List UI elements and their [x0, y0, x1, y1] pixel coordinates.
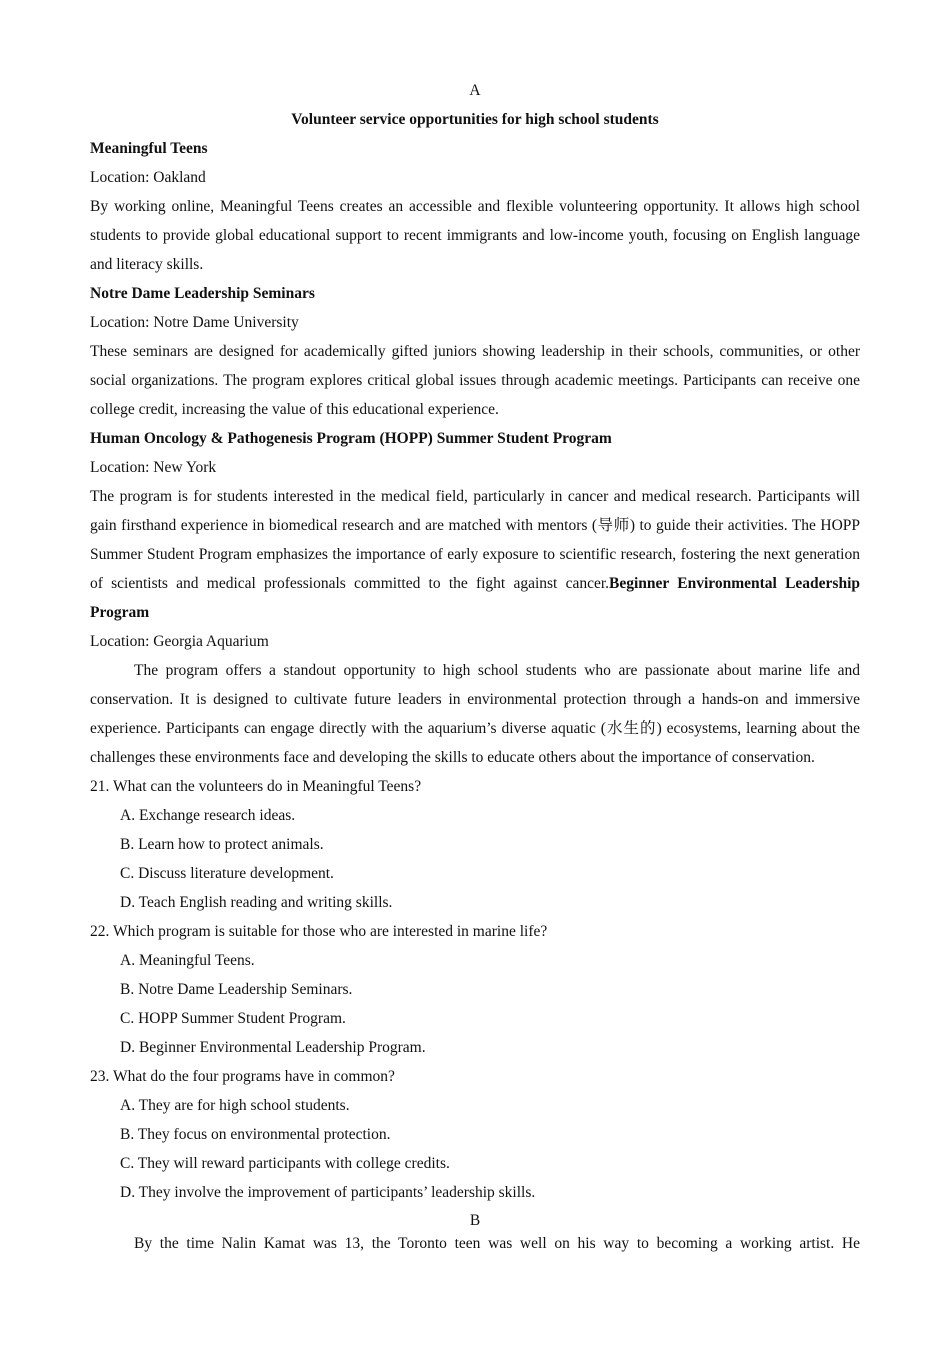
question-option: C. They will reward participants with college credits.: [120, 1155, 450, 1172]
question-option: B. Notre Dame Leadership Seminars.: [120, 981, 353, 998]
program-description: The program is for students interested in the medical field, particularly in cancer and medical research. Participants will gain firsthand experience in biomedical research and are matched with mentors (导师) to guide their activities. The HOPP Summer Student Program emphasizes the importance of early exposure to scientific research, fostering the next generation of scientists and medical professionals committed to the fight against cancer.: [90, 488, 860, 592]
program-description: These seminars are designed for academically gifted juniors showing leadership in their schools, communities, or other social organizations. The program explores critical global issues through academic meetings. Participants can receive one college credit, increasing the value of this educational experience.: [90, 343, 860, 418]
question-option: D. Beginner Environmental Leadership Program.: [120, 1039, 426, 1056]
program-description: The program offers a standout opportunity to high school students who are passionate about marine life and conservation. It is designed to cultivate future leaders in environmental protection through a hands-on and immersive experience. Participants can engage directly with the aquarium’s diverse aquatic (水生的) ecosystems, learning about the challenges these environments face and developing the skills to educate others about the importance of conservation.: [90, 662, 860, 766]
passage-b-first-line: By the time Nalin Kamat was 13, the Toronto teen was well on his way to becoming a working artist. He: [134, 1235, 860, 1252]
passage-a-letter: A: [469, 82, 481, 99]
passage-a-title: Volunteer service opportunities for high school students: [291, 111, 659, 128]
question-option: A. They are for high school students.: [120, 1097, 350, 1114]
question-option: B. They focus on environmental protection.: [120, 1126, 391, 1143]
exam-page: [90, 76, 860, 1253]
program-location: Location: New York: [90, 459, 217, 476]
program-location: Location: Georgia Aquarium: [90, 633, 269, 650]
question-option: A. Meaningful Teens.: [120, 952, 255, 969]
program-location: Location: Notre Dame University: [90, 314, 299, 331]
program-location: Location: Oakland: [90, 169, 206, 186]
program-description-with-inline-heading: [90, 482, 860, 627]
question-stem: 23. What do the four programs have in common?: [90, 1068, 395, 1085]
question-stem: 21. What can the volunteers do in Meaningful Teens?: [90, 778, 422, 795]
program-name: Beginner Environmental Leadership Program: [90, 575, 860, 621]
question-stem: 22. Which program is suitable for those who are interested in marine life?: [90, 923, 548, 940]
question-option: B. Learn how to protect animals.: [120, 836, 324, 853]
question-option: D. Teach English reading and writing skills.: [120, 894, 393, 911]
program-description: By working online, Meaningful Teens creates an accessible and flexible volunteering opportunity. It allows high school students to provide global educational support to recent immigrants and low-income youth, focusing on English language and literacy skills.: [90, 198, 860, 273]
question-option: A. Exchange research ideas.: [120, 807, 296, 824]
question-option: C. HOPP Summer Student Program.: [120, 1010, 346, 1027]
program-name: Human Oncology & Pathogenesis Program (HOPP) Summer Student Program: [90, 430, 612, 447]
program-name: Notre Dame Leadership Seminars: [90, 285, 315, 302]
question-option: D. They involve the improvement of participants’ leadership skills.: [120, 1184, 536, 1201]
question-option: C. Discuss literature development.: [120, 865, 334, 882]
program-name: Meaningful Teens: [90, 140, 208, 157]
passage-b-letter: B: [469, 1212, 481, 1229]
